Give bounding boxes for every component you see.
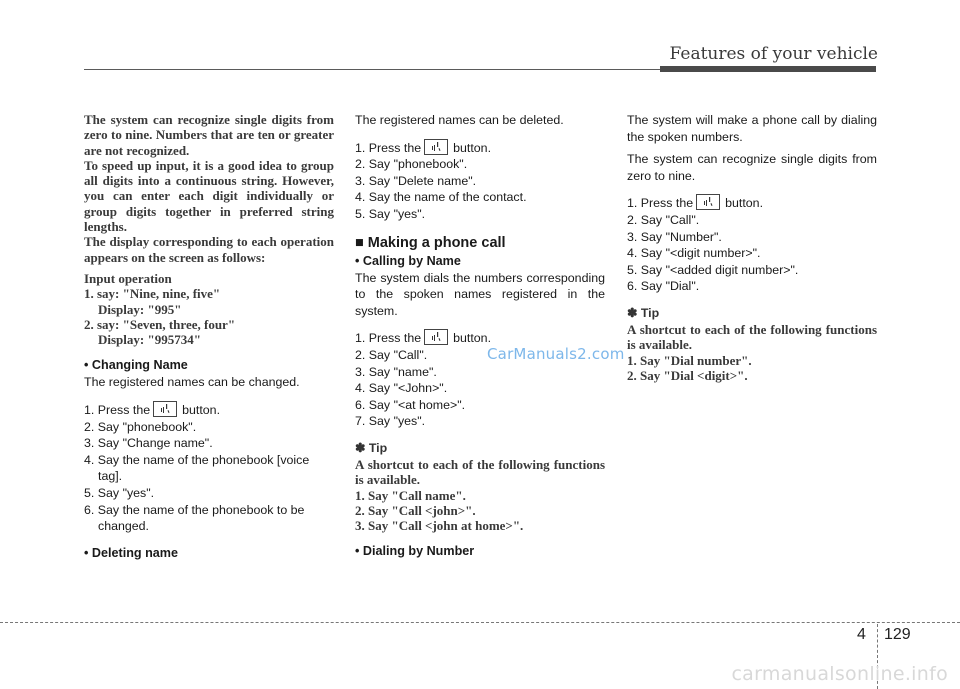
talk-button-icon (424, 329, 448, 345)
step-1-text-before: 1. Press the (355, 140, 422, 155)
dial-step-4: 4. Say "<digit number>". (627, 246, 761, 261)
tip-heading: ✽ Tip (355, 440, 388, 455)
talk-button-icon (424, 139, 448, 155)
calling-step-4: 4. Say "<John>". (355, 381, 448, 396)
calling-by-name-heading: • Calling by Name (355, 253, 461, 268)
delete-step-3: 3. Say "Delete name". (355, 173, 477, 188)
calling-step-2: 2. Say "Call". (355, 347, 428, 362)
chapter-number: 4 (857, 626, 866, 643)
changing-step-2: 2. Say "phonebook". (84, 419, 197, 434)
tip-line-3: 2. Say "Call <john>". (355, 502, 476, 518)
calling-intro: The system dials the numbers corresponding to the spoken names registered in the system. (355, 270, 605, 318)
page-number: 129 (884, 626, 911, 643)
dial-intro-1: The system will make a phone call by dialing the spoken numbers. (627, 113, 877, 144)
step-1-text-before: 1. Press the (355, 331, 422, 346)
tip-line-1: A shortcut to each of the following functions is available. (355, 456, 605, 488)
step-1-text-after: button. (453, 331, 492, 346)
dial-step-6: 6. Say "Dial". (627, 279, 700, 294)
column-3 (627, 112, 877, 383)
dial-step-2: 2. Say "Call". (627, 212, 700, 227)
delete-intro: The registered names can be deleted. (355, 113, 564, 127)
footer-rule (0, 622, 960, 623)
input-step-2-display: Display: "995734" (98, 332, 201, 348)
input-operation-heading: Input operation (84, 270, 172, 286)
step-1-text-after: button. (453, 140, 492, 155)
tip-heading: ✽ Tip (627, 305, 660, 320)
tip-line-3: 2. Say "Dial <digit>". (627, 367, 748, 383)
input-step-1-say: 1. say: "Nine, nine, five" (84, 286, 221, 302)
tip-line-2: 1. Say "Call name". (355, 487, 466, 503)
delete-step-5: 5. Say "yes". (355, 206, 426, 221)
delete-step-1 (355, 139, 605, 157)
changing-step-4: 4. Say the name of the phonebook [voice tag]. (84, 452, 310, 484)
step-1-text-before: 1. Press the (627, 196, 694, 211)
tip-line-2: 1. Say "Dial number". (627, 352, 752, 368)
step-1-text-before: 1. Press the (84, 403, 151, 418)
input-step-2-say: 2. say: "Seven, three, four" (84, 316, 236, 332)
changing-step-5: 5. Say "yes". (84, 486, 155, 501)
dial-step-1 (627, 194, 877, 212)
intro-paragraph-1: The system can recognize single digits from zero to nine. Numbers that are ten or greater are not recognized. (84, 112, 334, 158)
calling-step-6: 6. Say "<at home>". (355, 397, 466, 412)
dial-step-5: 5. Say "<added digit number>". (627, 262, 799, 277)
calling-step-7: 7. Say "yes". (355, 414, 426, 429)
dial-intro-2: The system can recognize single digits from zero to nine. (627, 152, 877, 183)
making-phone-call-heading: ■ Making a phone call (355, 234, 506, 251)
calling-step-3: 3. Say "name". (355, 364, 437, 379)
talk-button-icon (696, 194, 720, 210)
dialing-by-number-heading: • Dialing by Number (355, 544, 475, 559)
step-1-text-after: button. (182, 403, 221, 418)
footer-site-watermark: carmanualsonline.info (731, 663, 948, 685)
intro-paragraph-3: The display corresponding to each operation appears on the screen as follows: (84, 234, 334, 265)
tip-line-4: 3. Say "Call <john at home>". (355, 518, 524, 534)
input-step-1-display: Display: "995" (98, 301, 182, 317)
talk-button-icon (153, 401, 177, 417)
changing-step-1 (84, 401, 334, 419)
changing-name-heading: • Changing Name (84, 358, 188, 373)
header-bar (660, 66, 876, 72)
intro-paragraph-2: To speed up input, it is a good idea to group all digits into a continuous string. However, you can enter each digit individually or group digits together in preferred string lengths. (84, 157, 334, 235)
dial-step-3: 3. Say "Number". (627, 229, 722, 244)
changing-name-intro: The registered names can be changed. (84, 375, 300, 390)
changing-step-3: 3. Say "Change name". (84, 436, 213, 451)
step-1-text-after: button. (725, 196, 764, 211)
deleting-name-heading: • Deleting name (84, 545, 178, 560)
column-2 (355, 112, 605, 560)
column-1 (84, 112, 334, 562)
changing-step-6: 6. Say the name of the phonebook to be changed. (84, 502, 305, 534)
tip-line-1: A shortcut to each of the following functions is available. (627, 321, 877, 353)
delete-step-2: 2. Say "phonebook". (355, 157, 468, 172)
header-title: Features of your vehicle (669, 44, 878, 64)
watermark: CarManuals2.com (487, 345, 625, 363)
delete-step-4: 4. Say the name of the contact. (355, 190, 527, 205)
